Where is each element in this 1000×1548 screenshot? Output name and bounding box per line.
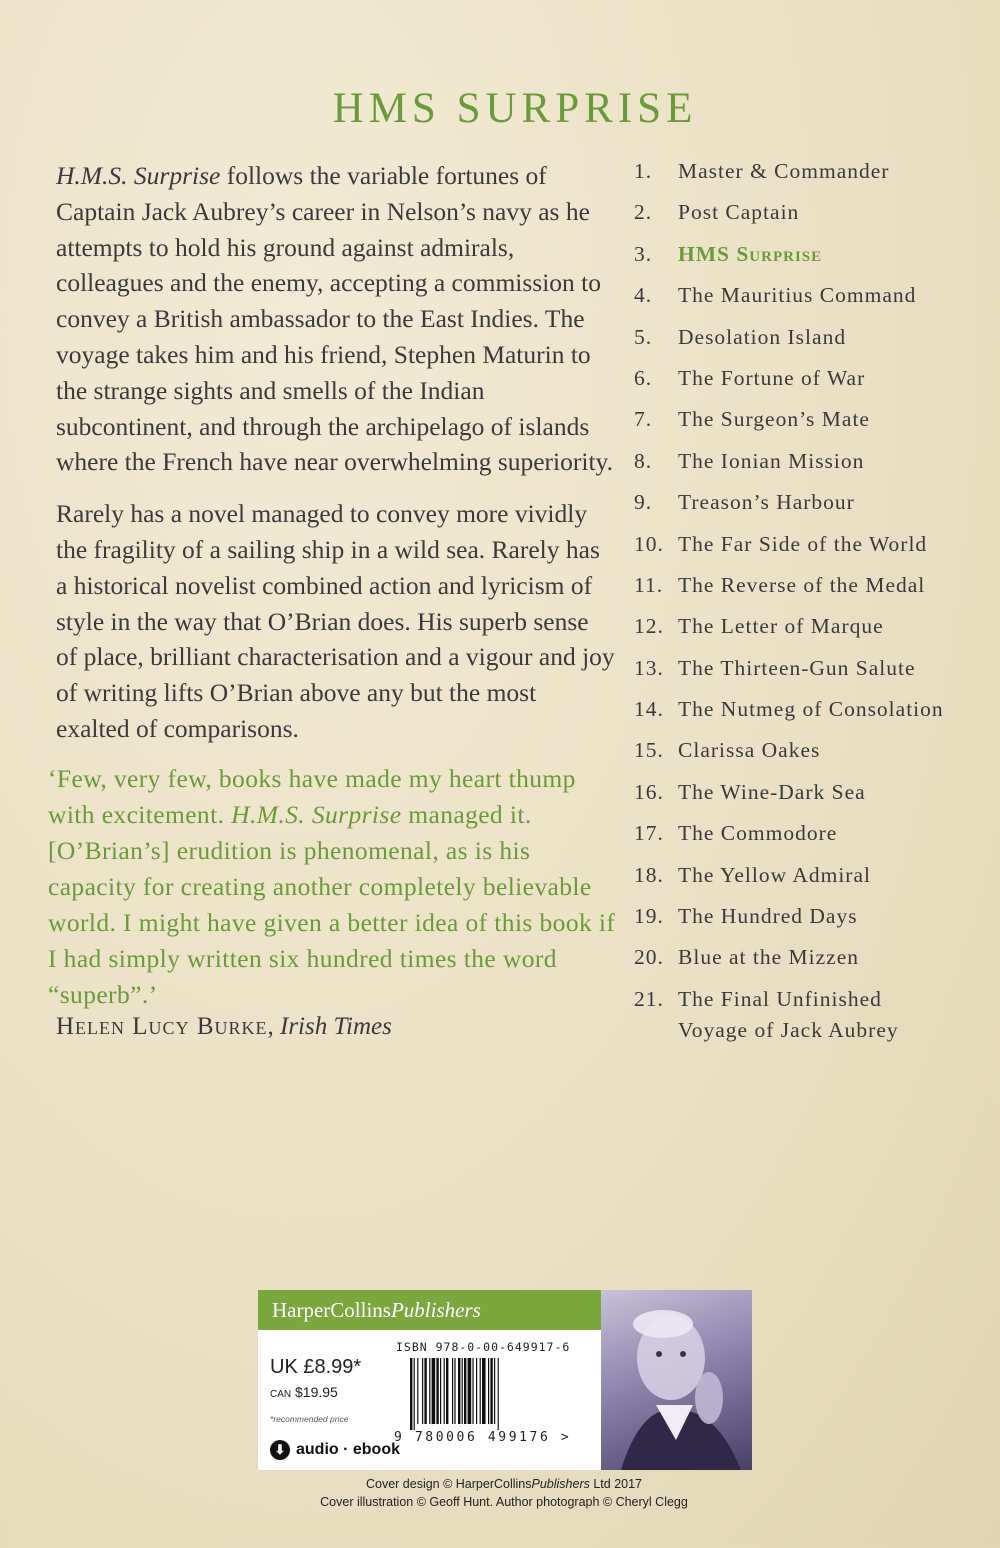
series-title xyxy=(678,984,994,1046)
series-item xyxy=(634,322,994,353)
series-title-line-2: Voyage of Jack Aubrey xyxy=(678,1017,899,1042)
barcode-bar xyxy=(482,1358,486,1424)
series-title: Clarissa Oakes xyxy=(678,738,821,763)
series-number: 15. xyxy=(634,738,664,763)
publisher-name-italic: Publishers xyxy=(390,1297,481,1322)
series-number: 10. xyxy=(634,531,664,556)
series-number: 12. xyxy=(634,614,664,639)
credit-text: Cover design © HarperCollins xyxy=(365,1477,532,1491)
series-title: The Reverse of the Medal xyxy=(678,572,926,597)
series-title: Post Captain xyxy=(678,200,800,225)
download-icon: ⬇ xyxy=(270,1440,290,1460)
quote-author: Helen Lucy Burke xyxy=(56,1012,268,1040)
isbn-text: ISBN 978-0-00-649917-6 xyxy=(396,1340,571,1354)
synopsis-paragraph-2: Rarely has a novel managed to convey more vividly the fragility of a sailing ship in a wild sea. Rarely has a historical novelist combined action and lyricism of style in the way that O’Brian does. His superb sense of place, brilliant characterisation and a vigour and joy of writing lifts O’Brian above any but the most exalted of comparisons. xyxy=(56,499,615,743)
publisher-banner xyxy=(258,1290,601,1330)
series-title: The Wine-Dark Sea xyxy=(678,779,866,804)
barcode-bar xyxy=(462,1358,463,1424)
author-photo xyxy=(601,1290,752,1470)
author-portrait-image xyxy=(601,1290,752,1470)
barcode-bar xyxy=(429,1358,430,1424)
price-can-value: $19.95 xyxy=(291,1384,338,1400)
barcode-bar xyxy=(458,1358,460,1424)
barcode-bar xyxy=(417,1358,418,1424)
series-item xyxy=(634,694,994,725)
available-formats xyxy=(270,1440,400,1460)
series-title: The Surgeon’s Mate xyxy=(678,407,870,432)
series-number: 21. xyxy=(634,986,664,1011)
formats-text: audio · ebook xyxy=(296,1441,400,1458)
price-can xyxy=(270,1384,338,1400)
barcode-panel xyxy=(258,1290,752,1470)
barcode-bar xyxy=(444,1358,445,1424)
barcode-bar xyxy=(452,1358,453,1424)
barcode-bar xyxy=(480,1358,481,1424)
series-number: 7. xyxy=(634,407,653,432)
barcode-bar xyxy=(440,1358,441,1424)
series-number: 19. xyxy=(634,904,664,929)
series-title: The Mauritius Command xyxy=(678,283,917,308)
price-can-label: CAN xyxy=(270,1389,292,1400)
series-number: 2. xyxy=(634,200,653,225)
review-quote xyxy=(48,761,616,1013)
recommended-price-note: *recommended price xyxy=(270,1414,349,1424)
price-uk: UK £8.99* xyxy=(270,1356,362,1378)
series-item xyxy=(634,487,994,518)
isbn-barcode xyxy=(408,1358,578,1430)
series-number: 20. xyxy=(634,945,664,970)
barcode-bar xyxy=(424,1358,426,1424)
book-title-italic: H.M.S. Surprise xyxy=(56,161,221,190)
cover-design-credit xyxy=(0,1477,1000,1491)
series-number: 1. xyxy=(634,159,653,183)
series-title: Blue at the Mizzen xyxy=(678,945,859,970)
series-title: The Letter of Marque xyxy=(678,614,884,639)
credit-italic: Publishers xyxy=(531,1477,590,1491)
barcode-bar xyxy=(410,1358,412,1430)
series-number: 17. xyxy=(634,821,664,846)
synopsis-text: follows the variable fortunes of Captain Jack Aubrey’s career in Nelson’s navy as he attempts to hold his ground against admirals, colleagues and the enemy, accepting a commission to convey a British ambassador to the East Indies. The voyage takes him and his friend, Stephen Maturin to the strange sights and smells of the Indian subcontinent, and through the archipelago of islands where the French have near overwhelming superiority. xyxy=(56,161,614,477)
series-item xyxy=(634,280,994,311)
barcode-bar xyxy=(464,1358,466,1424)
barcode-bar xyxy=(436,1358,438,1424)
series-title: The Ionian Mission xyxy=(678,448,865,473)
series-item xyxy=(634,404,994,435)
quote-part-1: ‘Few, very few, books have made my heart thump with excitement. xyxy=(48,763,576,829)
series-number: 11. xyxy=(634,572,664,597)
series-title: Treason’s Harbour xyxy=(678,490,855,515)
series-title: The Hundred Days xyxy=(678,904,858,929)
series-title: The Fortune of War xyxy=(678,365,866,390)
series-number: 4. xyxy=(634,283,653,308)
illustration-credit: Cover illustration © Geoff Hunt. Author photograph © Cheryl Clegg xyxy=(320,1495,688,1509)
barcode-bar xyxy=(422,1358,423,1424)
series-title-line-1: The Final Unfinished xyxy=(678,986,882,1011)
series-title: Master & Commander xyxy=(678,159,890,183)
series-item-current xyxy=(634,239,994,270)
attribution-separator: , xyxy=(267,1012,280,1040)
series-title: The Thirteen-Gun Salute xyxy=(678,655,916,680)
barcode-bar xyxy=(494,1358,495,1424)
series-item xyxy=(634,653,994,684)
barcode-bar xyxy=(498,1358,499,1430)
series-item xyxy=(634,570,994,601)
series-title: The Nutmeg of Consolation xyxy=(678,697,944,722)
series-title: Desolation Island xyxy=(678,324,847,349)
series-item xyxy=(634,984,994,1046)
series-number: 6. xyxy=(634,365,653,390)
series-number: 5. xyxy=(634,324,653,349)
series-item xyxy=(634,197,994,228)
quote-attribution xyxy=(56,1013,616,1041)
series-item xyxy=(634,156,994,187)
series-title: HMS Surprise xyxy=(678,241,823,266)
series-number: 14. xyxy=(634,697,664,722)
series-item xyxy=(634,901,994,932)
series-item xyxy=(634,611,994,642)
barcode-bar xyxy=(488,1358,489,1424)
series-item xyxy=(634,446,994,477)
series-number: 18. xyxy=(634,862,664,887)
series-number: 3. xyxy=(634,241,653,266)
publisher-name: HarperCollins xyxy=(272,1297,391,1322)
series-number: 8. xyxy=(634,448,653,473)
series-title: The Yellow Admiral xyxy=(678,862,871,887)
series-number: 13. xyxy=(634,655,664,680)
credit-text-end: Ltd 2017 xyxy=(589,1477,643,1491)
synopsis-paragraph-1 xyxy=(56,158,616,480)
series-number: 16. xyxy=(634,779,664,804)
quote-part-2: managed it. [O’Brian’s] erudition is phenomenal, as is his capacity for creating another completely believable world. I might have given a better idea of this book if I had simply written six hundred times the word “superb”.’ xyxy=(48,799,616,1009)
barcode-bar xyxy=(432,1358,436,1424)
quote-source: Irish Times xyxy=(280,1012,392,1040)
series-item xyxy=(634,860,994,891)
barcode-bar xyxy=(476,1358,477,1424)
series-item xyxy=(634,735,994,766)
book-title: HMS SURPRISE xyxy=(332,85,698,132)
series-item xyxy=(634,942,994,973)
series-item xyxy=(634,363,994,394)
barcode-bar xyxy=(414,1358,415,1430)
barcode-bar xyxy=(454,1358,455,1424)
back-cover-text xyxy=(48,158,616,1041)
series-list xyxy=(634,156,994,1056)
quote-italic-title: H.M.S. Surprise xyxy=(231,799,402,829)
series-number: 9. xyxy=(634,490,653,515)
series-item xyxy=(634,529,994,560)
barcode-bar xyxy=(446,1358,448,1424)
series-title: The Far Side of the World xyxy=(678,531,928,556)
barcode-bar xyxy=(472,1358,473,1424)
series-title: The Commodore xyxy=(678,821,838,846)
barcode-bar xyxy=(490,1358,492,1424)
barcode-bar xyxy=(468,1358,472,1424)
series-item xyxy=(634,777,994,808)
series-item xyxy=(634,818,994,849)
barcode-digits: 9 780006 499176 > xyxy=(394,1430,572,1445)
